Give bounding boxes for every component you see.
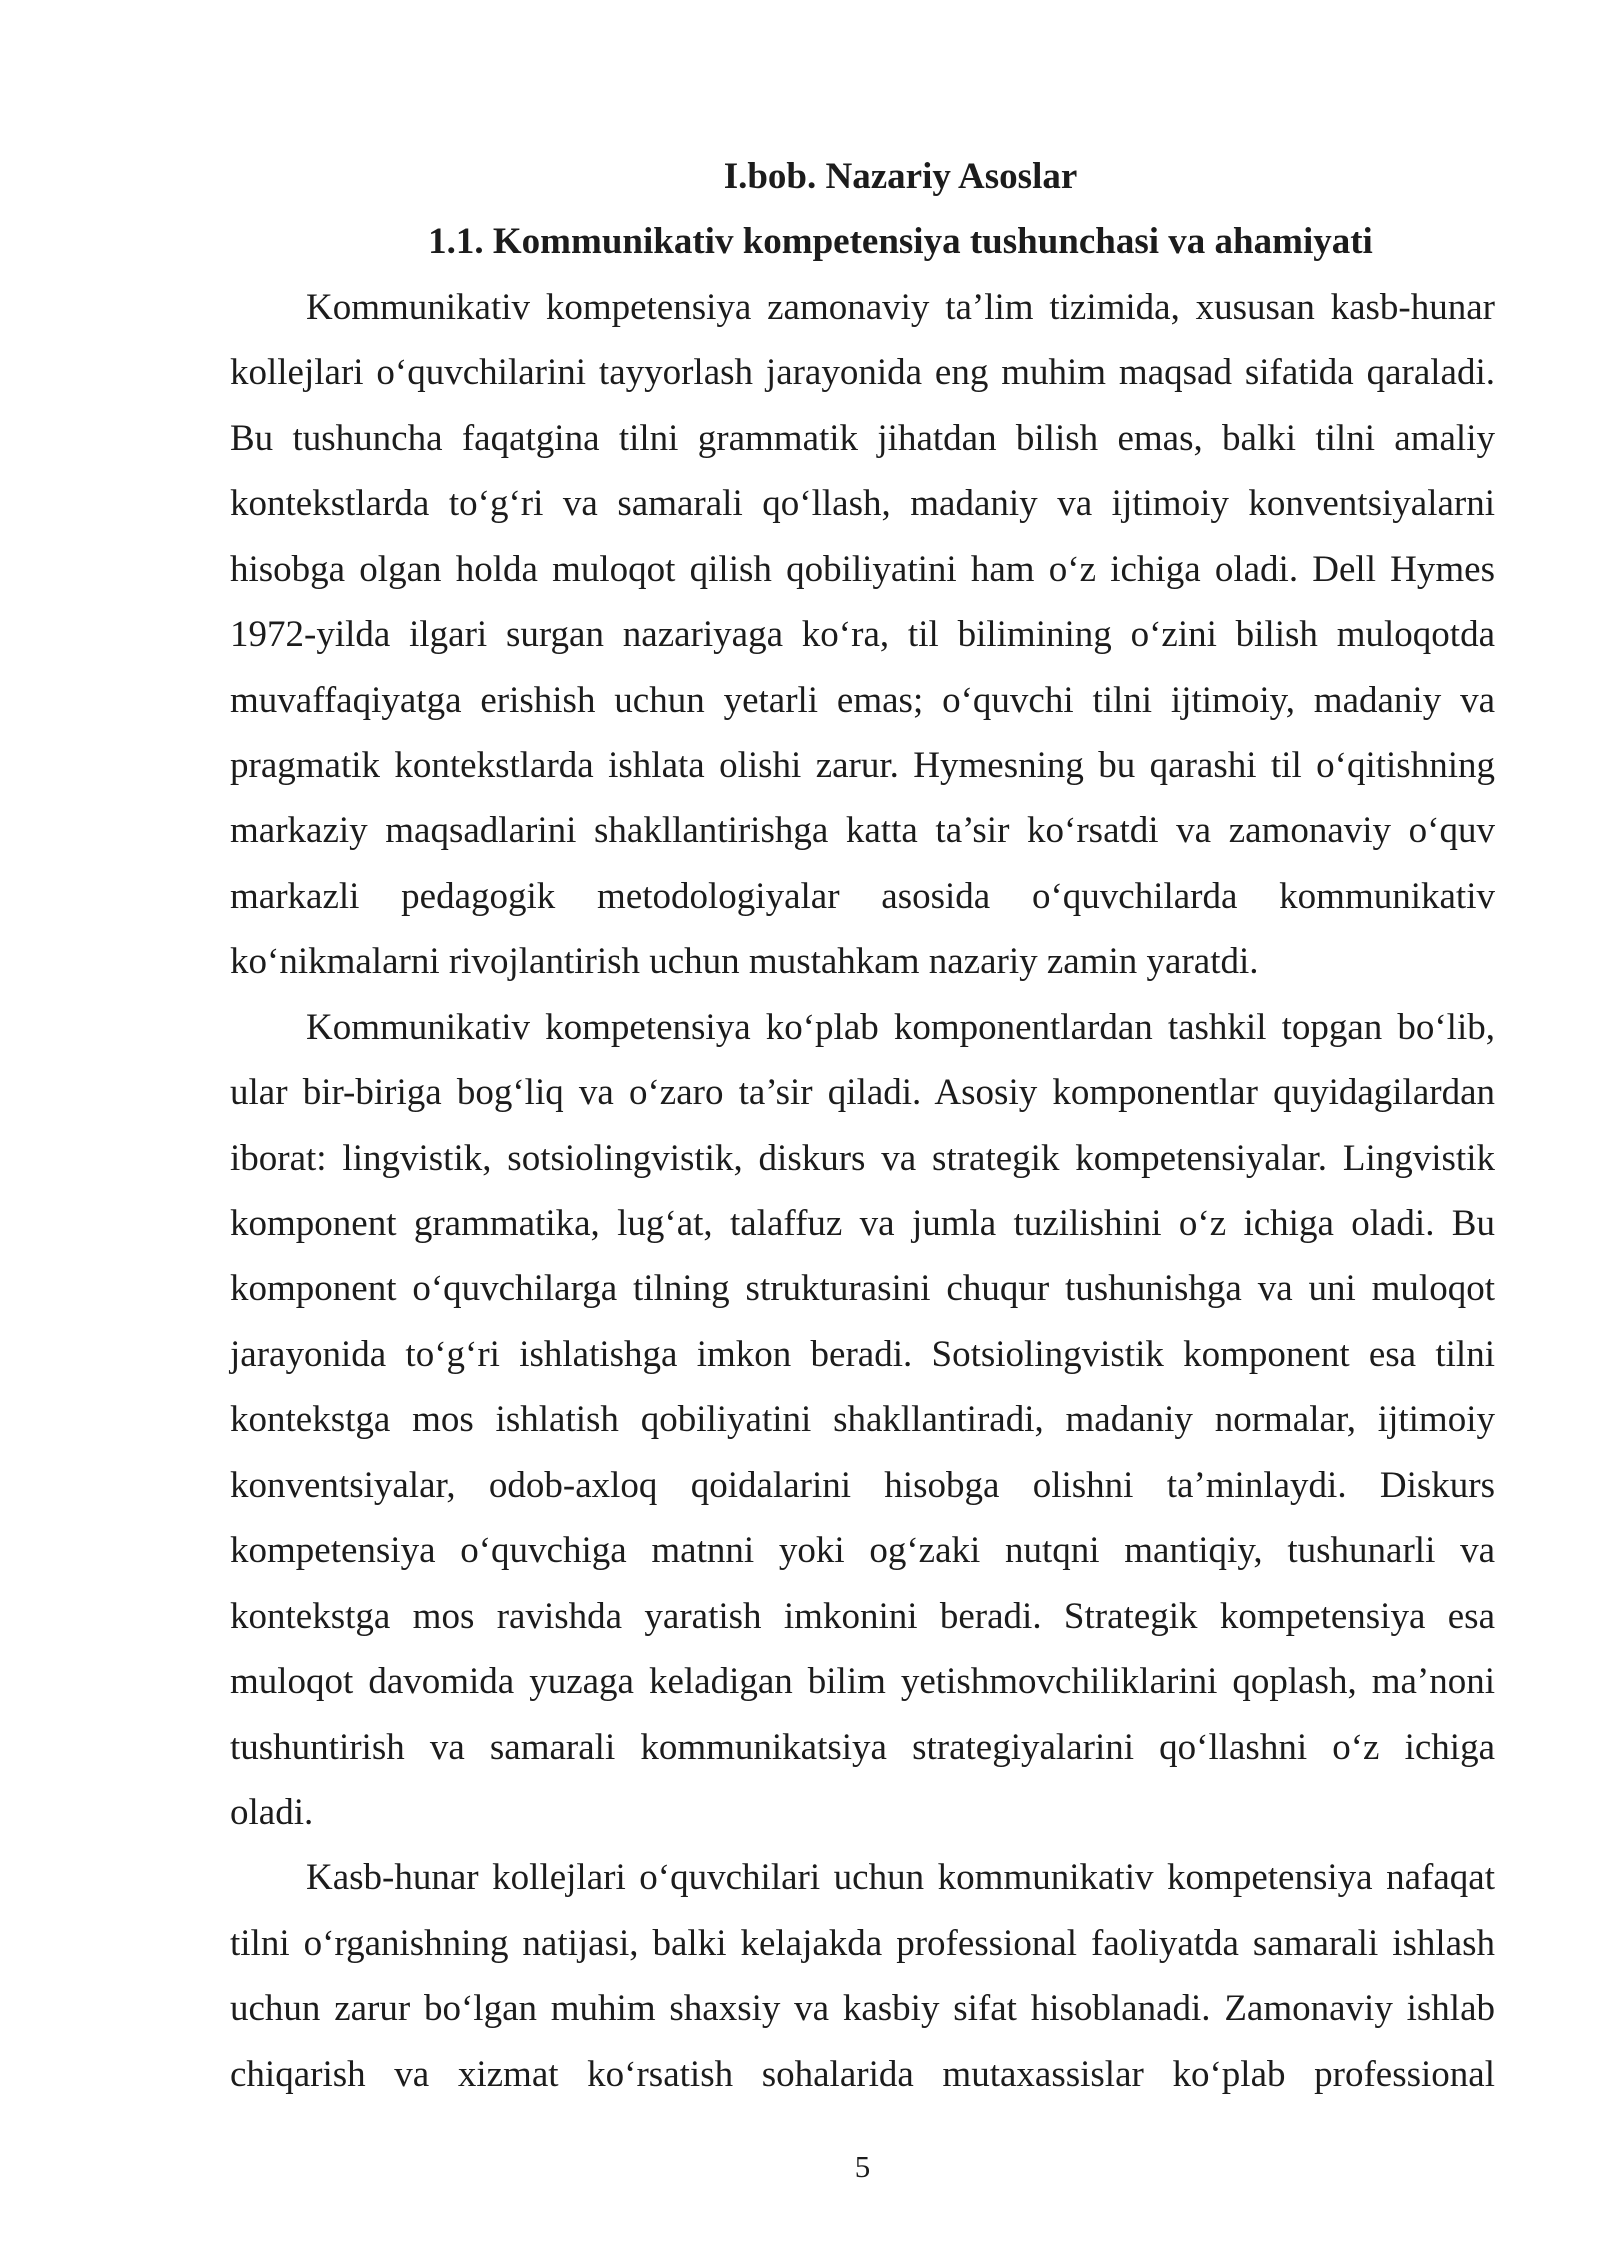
text-line: oladi.	[230, 1791, 314, 1833]
text-line: 1972-yilda ilgari surgan nazariyaga ko‘ra, til bilimining o‘zini bilish muloqotda	[230, 614, 1495, 656]
text-line: Kasb-hunar kollejlari o‘quvchilari uchun kommunikativ kompetensiya nafaqat	[306, 1857, 1495, 1899]
text-line: Kommunikativ kompetensiya zamonaviy ta’lim tizimida, xususan kasb-hunar	[306, 286, 1495, 328]
text-line: tilni o‘rganishning natijasi, balki kelajakda professional faoliyatda samarali ishlash	[230, 1922, 1495, 1964]
text-line: Bu tushuncha faqatgina tilni grammatik jihatdan bilish emas, balki tilni amaliy	[230, 417, 1495, 459]
text-line: hisobga olgan holda muloqot qilish qobiliyatini ham o‘z ichiga oladi. Dell Hymes	[230, 548, 1495, 590]
text-line: markazli pedagogik metodologiyalar asosida o‘quvchilarda kommunikativ	[230, 875, 1495, 917]
text-line: kontekstlarda to‘g‘ri va samarali qo‘llash, madaniy va ijtimoiy konventsiyalarni	[230, 483, 1495, 525]
document-body	[230, 144, 1495, 2107]
page-number: 5	[854, 2149, 871, 2184]
text-line: muloqot davomida yuzaga keladigan bilim yetishmovchiliklarini qoplash, ma’noni	[230, 1661, 1495, 1703]
chapter-heading: I.bob. Nazariy Asoslar	[723, 156, 1078, 197]
text-line: kollejlari o‘quvchilarini tayyorlash jarayonida eng muhim maqsad sifatida qaraladi.	[230, 352, 1495, 394]
text-line: muvaffaqiyatga erishish uchun yetarli emas; o‘quvchi tilni ijtimoiy, madaniy va	[230, 679, 1495, 721]
paragraph	[230, 275, 1495, 995]
paragraph	[230, 1845, 1495, 2107]
text-line: komponent o‘quvchilarga tilning strukturasini chuqur tushunishga va uni muloqot	[230, 1268, 1495, 1310]
text-line: uchun zarur bo‘lgan muhim shaxsiy va kasbiy sifat hisoblanadi. Zamonaviy ishlab	[230, 1988, 1495, 2030]
text-line: pragmatik kontekstlarda ishlata olishi zarur. Hymesning bu qarashi til o‘qitishning	[230, 744, 1495, 786]
text-line: Kommunikativ kompetensiya ko‘plab komponentlardan tashkil topgan bo‘lib,	[306, 1006, 1495, 1048]
text-line: jarayonida to‘g‘ri ishlatishga imkon beradi. Sotsiolingvistik komponent esa tilni	[230, 1333, 1495, 1375]
text-line: konventsiyalar, odob-axloq qoidalarini hisobga olishni ta’minlaydi. Diskurs	[230, 1464, 1495, 1506]
text-line: iborat: lingvistik, sotsiolingvistik, diskurs va strategik kompetensiyalar. Lingvistik	[230, 1137, 1495, 1179]
section-heading: 1.1. Kommunikativ kompetensiya tushunchasi va ahamiyati	[428, 221, 1373, 263]
text-line: chiqarish va xizmat ko‘rsatish sohalarida mutaxassislar ko‘plab professional	[230, 2053, 1495, 2095]
text-line: kontekstga mos ishlatish qobiliyatini shakllantiradi, madaniy normalar, ijtimoiy	[230, 1399, 1495, 1441]
text-line: ular bir-biriga bog‘liq va o‘zaro ta’sir qiladi. Asosiy komponentlar quyidagilardan	[230, 1072, 1495, 1114]
text-line: kontekstga mos ravishda yaratish imkonini beradi. Strategik kompetensiya esa	[230, 1595, 1495, 1637]
text-line: kompetensiya o‘quvchiga matnni yoki og‘zaki nutqni mantiqiy, tushunarli va	[230, 1530, 1495, 1572]
paragraph	[230, 995, 1495, 1846]
text-line: markaziy maqsadlarini shakllantirishga katta ta’sir ko‘rsatdi va zamonaviy o‘quv	[230, 810, 1495, 852]
text-line: ko‘nikmalarni rivojlantirish uchun mustahkam nazariy zamin yaratdi.	[230, 941, 1259, 983]
text-line: komponent grammatika, lug‘at, talaffuz va jumla tuzilishini o‘z ichiga oladi. Bu	[230, 1203, 1495, 1244]
text-line: tushuntirish va samarali kommunikatsiya strategiyalarini qo‘llashni o‘z ichiga	[230, 1726, 1495, 1768]
